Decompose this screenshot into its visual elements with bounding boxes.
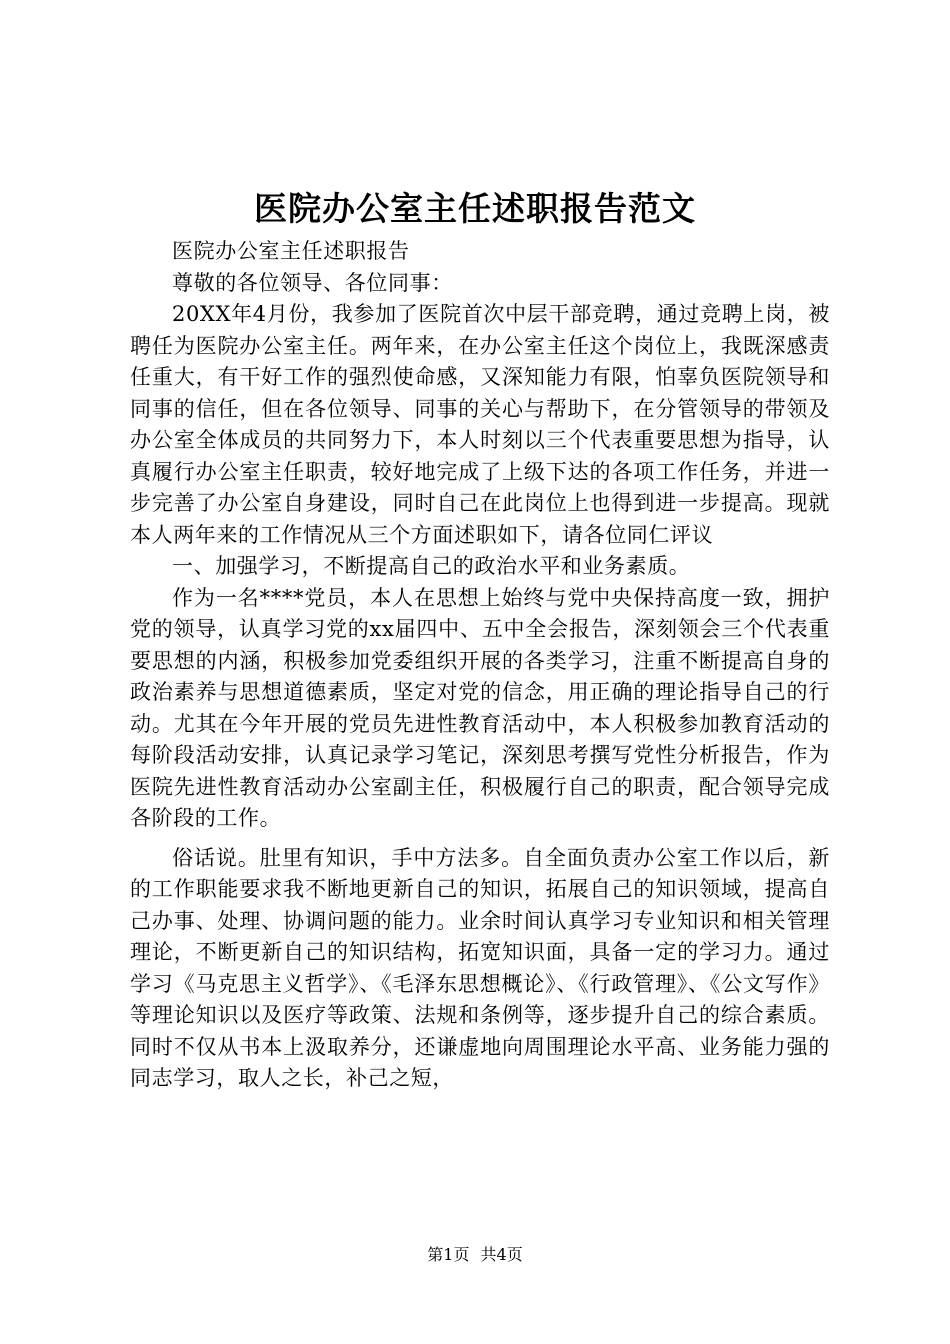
document-body bbox=[130, 236, 830, 1095]
paragraph-salutation: 尊敬的各位领导、各位同事： bbox=[172, 270, 453, 295]
paragraph-section-heading: 一、加强学习，不断提高自己的政治水平和业务素质。 bbox=[172, 554, 691, 578]
paragraph-intro: 20XX年4月份，我参加了医院首次中层干部竞聘，通过竞聘上岗，被聘任为医院办公室主任。两年来，在办公室主任这个岗位上，我既深感责任重大，有干好工作的强烈使命感，又深知能力有限，怕辜负医院领导和同事的信任，但在各位领导、同事的关心与帮助下，在分管领导的带领及办公室全体成员的共同努力下，本人时刻以三个代表重要思想为指导，认真履行办公室主任职责，较好地完成了上级下达的各项工作任务，并进一步完善了办公室自身建设，同时自己在此岗位上也得到进一步提高。现就本人两年来的工作情况从三个方面述职如下，请各位同仁评议 bbox=[130, 302, 830, 547]
paragraph-political-study: 作为一名****党员，本人在思想上始终与党中央保持高度一致，拥护党的领导，认真学习党的xx届四中、五中全会报告，深刻领会三个代表重要思想的内涵，积极参加党委组织开展的各类学习，注重不断提高自身的政治素养与思想道德素质，坚定对党的信念，用正确的理论指导自己的行动。尤其在今年开展的党员先进性教育活动中，本人积极参加教育活动的每阶段活动安排，认真记录学习笔记，深刻思考撰写党性分析报告，作为医院先进性教育活动办公室副主任，积极履行自己的职责，配合领导完成各阶段的工作。 bbox=[130, 585, 830, 830]
paragraph-knowledge-study: 俗话说。肚里有知识，手中方法多。自全面负责办公室工作以后，新的工作职能要求我不断地更新自己的知识，拓展自己的知识领域，提高自己办事、处理、协调问题的能力。业余时间认真学习专业知识和相关管理理论，不断更新自己的知识结构，拓宽知识面，具备一定的学习力。通过学习《马克思主义哲学》、《毛泽东思想概论》、《行政管理》、《公文写作》等理论知识以及医疗等政策、法规和条例等，逐步提升自己的综合素质。同时不仅从书本上汲取养分，还谦虚地向周围理论水平高、业务能力强的同志学习，取人之长，补己之短， bbox=[130, 845, 830, 1090]
document-title: 医院办公室主任述职报告范文 bbox=[254, 189, 696, 228]
page-footer bbox=[0, 1244, 950, 1266]
page-number: 第1页 bbox=[427, 1245, 470, 1264]
paragraph-subtitle: 医院办公室主任述职报告 bbox=[172, 239, 410, 263]
page-total: 共4页 bbox=[480, 1245, 523, 1264]
